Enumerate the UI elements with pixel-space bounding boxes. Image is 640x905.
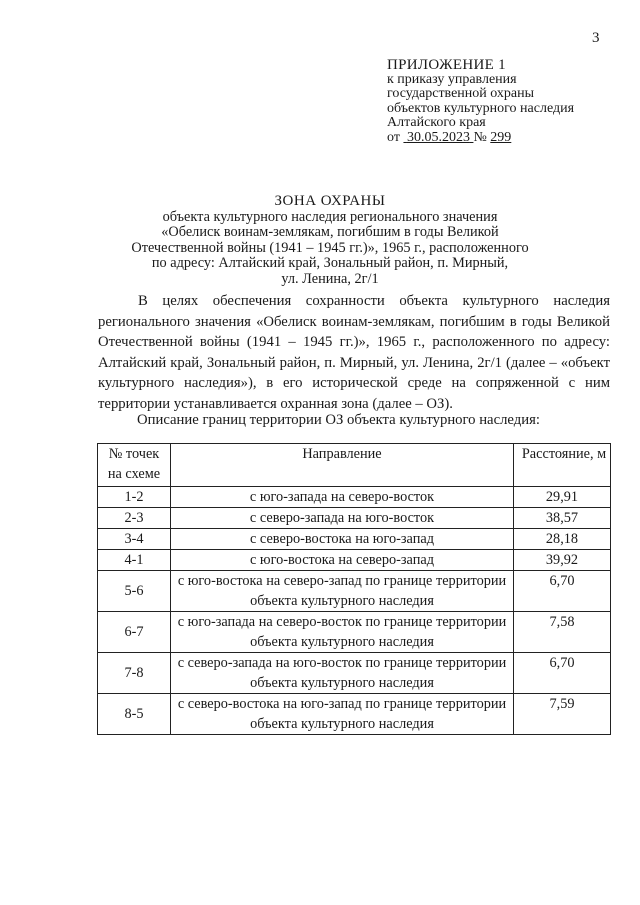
order-date: 30.05.2023 [406,129,470,145]
cell-direction: с северо-запада на юго-восток по границе территории объекта культурного наследия [171,653,514,694]
appendix-title: ПРИЛОЖЕНИЕ 1 [387,57,506,73]
cell-direction: с юго-востока на северо-запад по границе территории объекта культурного наследия [171,571,514,612]
cell-distance: 29,91 [514,487,611,508]
table-row [98,694,611,735]
cell-direction: с юго-запада на северо-восток [171,487,514,508]
intro-text: В целях обеспечения сохранности объекта культурного наследия регионального значения «Обелиск воинам-землякам, погибшим в годы Великой Отечественной войны (1941 – 1945 гг.)», 1965 г., расположенного по адресу: Алтайский край, Зональный район, п. Мирный, ул. Ленина, 2г/1 (далее – «объект культурного наследия»), в его исторической среде на сопряженной с ним территории устанавливается охранная зона (далее – ОЗ). [98,293,610,412]
header-points: № точек на схеме [98,444,171,487]
cell-points: 4-1 [98,550,171,571]
table-header-row [98,444,611,487]
heading-title: ЗОНА ОХРАНЫ [274,193,386,209]
appendix-line: объектов культурного наследия [387,100,575,116]
cell-points: 2-3 [98,508,171,529]
appendix-line: к приказу управления [387,71,517,87]
cell-points: 1-2 [98,487,171,508]
cell-distance: 7,59 [514,694,611,735]
boundary-table [97,443,611,735]
cell-distance: 6,70 [514,653,611,694]
table-row [98,653,611,694]
cell-direction: с северо-востока на юго-запад по границе территории объекта культурного наследия [171,694,514,735]
cell-points: 5-6 [98,571,171,612]
table-row [98,550,611,571]
appendix-line: Алтайского края [387,115,486,130]
heading-line: объекта культурного наследия регионального значения [162,208,498,225]
cell-points: 8-5 [98,694,171,735]
table-row [98,571,611,612]
cell-distance: 6,70 [514,571,611,612]
cell-distance: 28,18 [514,529,611,550]
table-row [98,612,611,653]
cell-points: 7-8 [98,653,171,694]
intro-paragraph [98,291,610,414]
table-row [98,487,611,508]
cell-direction: с юго-востока на северо-запад [171,550,514,571]
date-prefix: от [387,129,400,145]
cell-points: 3-4 [98,529,171,550]
appendix-line: государственной охраны [387,86,535,101]
header-distance: Расстояние, м [514,444,611,487]
heading-line: «Обелиск воинам-землякам, погибшим в годы Великой [161,224,499,240]
order-number: 299 [490,129,512,145]
heading-line: по адресу: Алтайский край, Зональный район, п. Мирный, [151,255,509,271]
heading-line: Отечественной войны (1941 – 1945 гг.)», 1965 г., расположенного [131,239,529,256]
cell-direction: с юго-запада на северо-восток по границе территории объекта культурного наследия [171,612,514,653]
cell-points: 6-7 [98,612,171,653]
table-row [98,529,611,550]
page-number: 3 [592,30,600,46]
cell-distance: 39,92 [514,550,611,571]
table-row [98,508,611,529]
appendix-block [387,58,627,145]
cell-distance: 38,57 [514,508,611,529]
cell-direction: с северо-востока на юго-запад [171,529,514,550]
document-heading [60,194,600,287]
number-sign: № [473,129,487,145]
cell-distance: 7,58 [514,612,611,653]
table-caption: Описание границ территории ОЗ объекта культурного наследия: [137,412,540,428]
heading-line: ул. Ленина, 2г/1 [281,270,379,287]
cell-direction: с северо-запада на юго-восток [171,508,514,529]
appendix-date-line [387,131,627,146]
header-direction: Направление [171,444,514,487]
